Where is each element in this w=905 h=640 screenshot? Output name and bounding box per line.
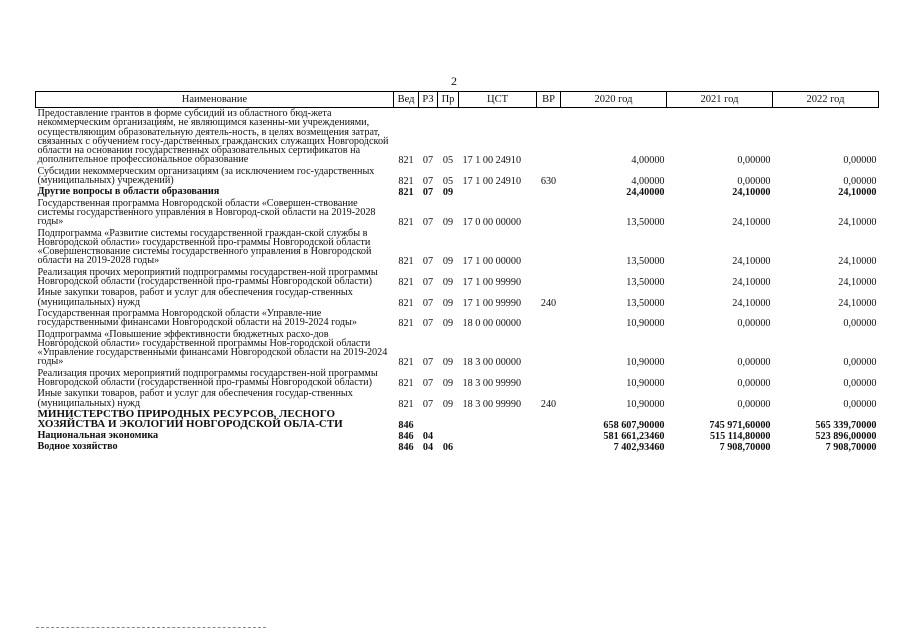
table-row (36, 198, 879, 228)
row-2020: 4,00000 (631, 155, 665, 167)
table-row (36, 430, 879, 441)
row-pr (438, 430, 459, 441)
row-2022: 24,10000 (838, 297, 877, 309)
row-vr (537, 329, 561, 368)
row-ved: 821 (398, 357, 414, 369)
row-vr (537, 308, 561, 329)
row-pr: 09 (442, 187, 454, 199)
row-vr (537, 186, 561, 197)
row-ved: 821 (398, 256, 414, 268)
row-2021: 0,00000 (737, 176, 771, 188)
row-2021: 24,10000 (732, 187, 771, 199)
row-2022: 7 908,70000 (825, 442, 877, 454)
row-rz: 07 (422, 277, 434, 289)
row-pr: 09 (442, 398, 454, 410)
header-rz: РЗ (419, 92, 438, 108)
header-pr: Пр (438, 92, 459, 108)
row-2022: 0,00000 (843, 318, 877, 330)
table-header-row (36, 92, 879, 108)
table-row (36, 267, 879, 288)
row-name: Подпрограмма «Повышение эффективности бюджетных расхо-дов Новгородской области» государственной программы Нов-городской области «Управление государственными финансами Новгородской области на 2019-2024 годы» (37, 328, 388, 368)
row-name: Водное хозяйство (37, 441, 118, 453)
row-name: Иные закупки товаров, работ и услуг для обеспечения государ-ственных (муниципальных) нужд (37, 388, 353, 409)
row-ved: 846 (398, 442, 414, 454)
row-2020: 13,50000 (626, 256, 665, 268)
row-pr: 06 (442, 442, 454, 454)
row-vr: 630 (540, 176, 557, 188)
header-2022: 2022 год (773, 92, 879, 108)
row-pr: 09 (442, 297, 454, 309)
row-vr (537, 267, 561, 288)
row-cst: 17 1 00 99990 (462, 297, 522, 309)
page-number: 2 (451, 74, 457, 88)
row-cst: 18 3 00 99990 (462, 398, 522, 410)
row-vr (537, 108, 561, 166)
row-ved: 821 (398, 217, 414, 229)
header-vr: ВР (537, 92, 561, 108)
table-row (36, 108, 879, 166)
row-2022: 24,10000 (838, 277, 877, 289)
row-2021: 0,00000 (737, 318, 771, 330)
row-vr (537, 198, 561, 228)
row-2022: 0,00000 (843, 378, 877, 390)
row-ved: 821 (398, 155, 414, 167)
row-vr (537, 441, 561, 452)
row-vr (537, 409, 561, 430)
row-name: Подпрограмма «Развитие системы государственной граждан-ской службы в Новгородской области» государственной про-граммы Новгородской области «Совершенствование системы государственного управления в Новгородской области на 2019-2028 годы» (37, 227, 372, 267)
row-rz (419, 409, 438, 430)
row-rz: 07 (422, 176, 434, 188)
row-ved: 821 (398, 187, 414, 199)
row-vr (537, 368, 561, 389)
row-vr (537, 430, 561, 441)
row-2021: 7 908,70000 (719, 442, 771, 454)
row-rz: 07 (422, 318, 434, 330)
row-rz: 04 (422, 431, 434, 443)
table-row (36, 388, 879, 409)
row-rz: 07 (422, 256, 434, 268)
row-rz: 07 (422, 357, 434, 369)
header-2020: 2020 год (561, 92, 667, 108)
row-cst: 17 1 00 99990 (462, 277, 522, 289)
row-2020: 24,40000 (626, 187, 665, 199)
row-pr: 09 (442, 318, 454, 330)
row-rz: 07 (422, 378, 434, 390)
row-pr: 05 (442, 176, 454, 188)
row-2020: 13,50000 (626, 277, 665, 289)
row-2020: 13,50000 (626, 297, 665, 309)
row-2021: 0,00000 (737, 155, 771, 167)
budget-table (35, 91, 879, 453)
row-ved: 846 (398, 431, 414, 443)
row-2022: 24,10000 (838, 187, 877, 199)
row-name: Национальная экономика (37, 430, 159, 442)
row-cst: 17 1 00 00000 (462, 256, 522, 268)
row-2021: 0,00000 (737, 378, 771, 390)
table-row (36, 308, 879, 329)
row-rz: 07 (422, 155, 434, 167)
row-2020: 13,50000 (626, 217, 665, 229)
table-row (36, 409, 879, 430)
row-2021: 24,10000 (732, 277, 771, 289)
header-cst: ЦСТ (459, 92, 537, 108)
row-2020: 10,90000 (626, 378, 665, 390)
row-ved: 821 (398, 297, 414, 309)
row-2020: 658 607,90000 (603, 419, 665, 431)
table-row (36, 186, 879, 197)
row-2021: 24,10000 (732, 297, 771, 309)
row-2022: 523 896,00000 (815, 431, 877, 443)
row-2022: 0,00000 (843, 155, 877, 167)
row-2021: 24,10000 (732, 256, 771, 268)
row-2020: 581 661,23460 (603, 431, 665, 443)
row-rz: 07 (422, 398, 434, 410)
row-2022: 0,00000 (843, 357, 877, 369)
row-vr: 240 (540, 398, 557, 410)
row-2021: 0,00000 (737, 357, 771, 369)
row-2022: 0,00000 (843, 176, 877, 188)
row-2022: 0,00000 (843, 398, 877, 410)
row-name: Субсидии некоммерческим организациям (за исключением гос-ударственных (муниципальных) учреждений) (37, 165, 375, 187)
row-cst: 18 3 00 99990 (462, 378, 522, 390)
table-row (36, 228, 879, 267)
row-name: Предоставление грантов в форме субсидий из областного бюд-жета некоммерческим организациям, не являющимся казенны-ми учреждениями, осуществляющим образовательную деятель-ность, в целях возмещения затрат, связанных с обучением госу-дарственных гражданских служащих Новгородской области на основании государственных образовательных сертификатов на дополнительное профессиональное образование (37, 108, 389, 166)
row-cst: 18 0 00 00000 (462, 318, 522, 330)
table-row (36, 329, 879, 368)
table-row (36, 368, 879, 389)
row-2021: 745 971,60000 (709, 419, 771, 431)
row-cst: 18 3 00 00000 (462, 357, 522, 369)
row-pr (438, 409, 459, 430)
row-name: Реализация прочих мероприятий подпрограммы государствен-ной программы Новгородской области (государственной про-граммы Новгородской области) (37, 266, 378, 288)
row-rz: 07 (422, 217, 434, 229)
row-2021: 24,10000 (732, 217, 771, 229)
row-ved: 821 (398, 318, 414, 330)
row-2020: 7 402,93460 (613, 442, 665, 454)
row-pr: 09 (442, 277, 454, 289)
row-cst (459, 409, 537, 430)
table-body (36, 108, 879, 453)
row-rz: 07 (422, 187, 434, 199)
row-pr: 05 (442, 155, 454, 167)
row-pr: 09 (442, 256, 454, 268)
row-cst (459, 441, 537, 452)
row-2022: 24,10000 (838, 217, 877, 229)
row-name: Реализация прочих мероприятий подпрограммы государствен-ной программы Новгородской области (государственной про-граммы Новгородской области) (37, 367, 378, 389)
row-cst: 17 0 00 00000 (462, 217, 522, 229)
row-2020: 10,90000 (626, 318, 665, 330)
row-cst: 17 1 00 24910 (462, 176, 522, 188)
row-name: Государственная программа Новгородской области «Управле-ние государственными финансами Новгородской области на 2019-2024 годы» (37, 307, 358, 329)
row-2020: 10,90000 (626, 398, 665, 410)
row-vr (537, 228, 561, 267)
header-name: Наименование (36, 92, 394, 108)
row-ved: 821 (398, 378, 414, 390)
row-rz: 04 (422, 442, 434, 454)
row-2022: 565 339,70000 (815, 419, 877, 431)
row-ved: 821 (398, 277, 414, 289)
header-2021: 2021 год (667, 92, 773, 108)
row-ved: 821 (398, 176, 414, 188)
row-ved: 846 (398, 419, 414, 431)
header-ved: Вед (394, 92, 419, 108)
row-rz: 07 (422, 297, 434, 309)
footer-divider (36, 627, 266, 628)
table-row (36, 287, 879, 308)
row-pr: 09 (442, 378, 454, 390)
row-2021: 0,00000 (737, 398, 771, 410)
row-pr: 09 (442, 357, 454, 369)
table-row (36, 441, 879, 452)
row-ved: 821 (398, 398, 414, 410)
row-cst (459, 186, 537, 197)
row-cst (459, 430, 537, 441)
row-name: Другие вопросы в области образования (37, 186, 220, 198)
row-2022: 24,10000 (838, 256, 877, 268)
row-2020: 4,00000 (631, 176, 665, 188)
row-2020: 10,90000 (626, 357, 665, 369)
row-vr: 240 (540, 297, 557, 309)
row-pr: 09 (442, 217, 454, 229)
row-cst: 17 1 00 24910 (462, 155, 522, 167)
row-name: Государственная программа Новгородской области «Совершен-ствование системы государственного управления в Новгород-ской области на 2019-2028 годы» (37, 197, 376, 228)
row-2021: 515 114,80000 (709, 431, 771, 443)
row-name: Иные закупки товаров, работ и услуг для обеспечения государ-ственных (муниципальных) нужд (37, 287, 353, 308)
row-name: МИНИСТЕРСТВО ПРИРОДНЫХ РЕСУРСОВ, ЛЕСНОГО ХОЗЯЙСТВА И ЭКОЛОГИИ НОВГОРОДСКОЙ ОБЛА-СТИ (37, 407, 343, 430)
table-row (36, 166, 879, 187)
